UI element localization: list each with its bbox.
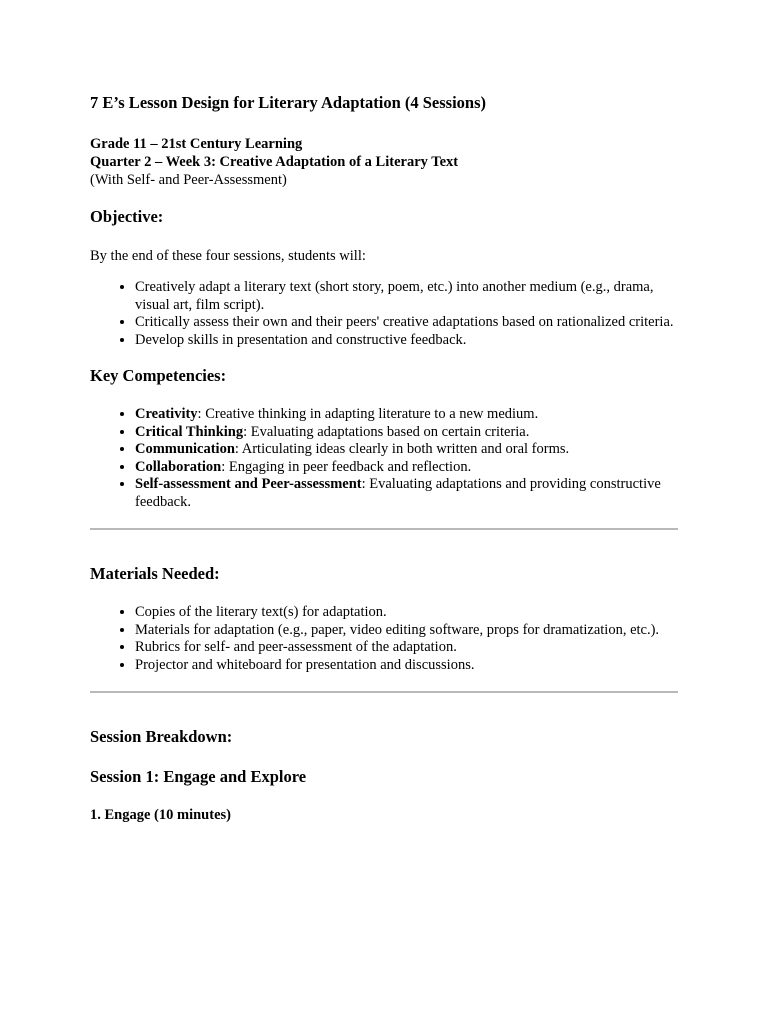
term: Creativity [135, 406, 198, 422]
session-breakdown-heading: Session Breakdown: [90, 727, 233, 746]
desc: : Articulating ideas clearly in both written and oral forms. [234, 441, 570, 457]
term: Critical Thinking [135, 423, 244, 440]
list-item: • Materials for adaptation (e.g., paper, video editing software, props for dramatization, etc.). [135, 622, 678, 640]
list-item [135, 459, 678, 477]
desc: : Evaluating adaptations and providing constructive feedback. [135, 476, 661, 510]
objective-list [90, 279, 678, 349]
list-item: • Develop skills in presentation and constructive feedback. [135, 332, 678, 350]
term: Collaboration [135, 458, 222, 475]
desc: : Creative thinking in adapting literature to a new medium. [197, 406, 539, 422]
list-item: • Critically assess their own and their peers' creative adaptations based on rationalized criteria. [135, 314, 678, 332]
divider [90, 528, 678, 530]
desc: : Evaluating adaptations based on certain criteria. [243, 423, 530, 440]
competencies-heading: Key Competencies: [90, 366, 227, 385]
list-item [135, 406, 678, 424]
list-item [135, 441, 678, 459]
header-block [90, 135, 678, 189]
engage-heading: 1. Engage (10 minutes) [90, 807, 231, 823]
grade-line: Grade 11 – 21st Century Learning [90, 136, 303, 152]
session-1-heading: Session 1: Engage and Explore [90, 767, 307, 786]
list-item [135, 476, 678, 511]
list-item: • Rubrics for self- and peer-assessment of the adaptation. [135, 639, 678, 657]
materials-heading: Materials Needed: [90, 564, 220, 583]
quarter-line: Quarter 2 – Week 3: Creative Adaptation of a Literary Text [90, 154, 459, 170]
objective-intro: By the end of these four sessions, students will: [90, 248, 366, 264]
assessment-note: (With Self- and Peer-Assessment) [90, 172, 287, 188]
divider [90, 691, 678, 693]
materials-list [90, 604, 678, 674]
desc: : Engaging in peer feedback and reflection. [221, 458, 472, 475]
list-item [135, 424, 678, 442]
document-title: 7 E’s Lesson Design for Literary Adaptation (4 Sessions) [90, 93, 487, 112]
list-item: • Copies of the literary text(s) for adaptation. [135, 604, 678, 622]
term: Communication [135, 441, 235, 457]
list-item: • Creatively adapt a literary text (short story, poem, etc.) into another medium (e.g., drama, visual art, film script). [135, 279, 678, 314]
term: Self-assessment and Peer-assessment [135, 476, 362, 492]
competencies-list [90, 406, 678, 511]
list-item: • Projector and whiteboard for presentation and discussions. [135, 657, 678, 675]
objective-heading: Objective: [90, 207, 164, 226]
